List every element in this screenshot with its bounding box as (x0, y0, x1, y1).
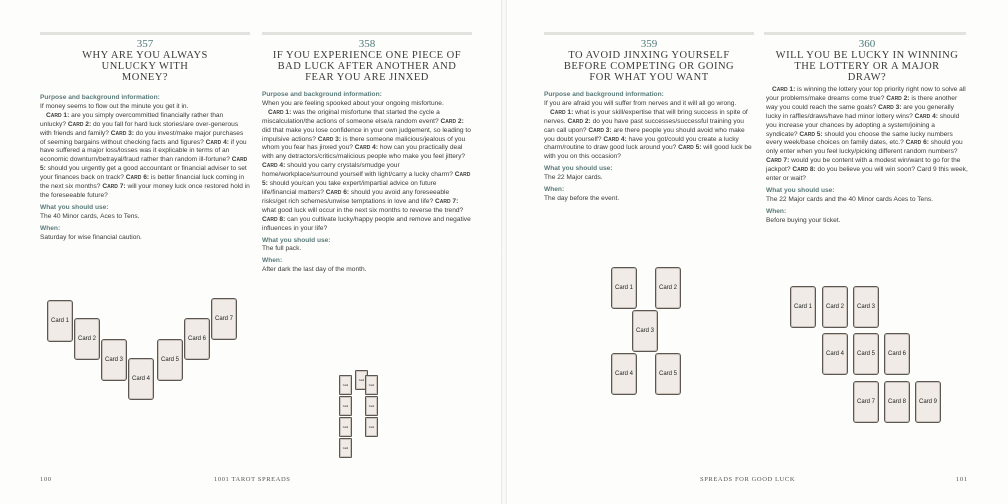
tarot-card-small: Card (365, 375, 378, 395)
card-key: Card 1: (772, 86, 796, 93)
tarot-card-small: Card (339, 396, 352, 416)
purpose-text: If money seems to flow out the minute you get it in. (40, 102, 189, 110)
card-key: Card 5: (799, 130, 823, 138)
tarot-card: Card 3 (853, 286, 879, 328)
card-key: Card 3: (588, 126, 612, 134)
section-heading: Purpose and background information: (262, 91, 382, 98)
card-key: Card 2: (67, 120, 92, 128)
spread-title: TO AVOID JINXING YOURSELF BEFORE COMPETING OR GOING FOR WHAT YOU WANT (563, 50, 735, 83)
section-heading: Purpose and background information: (544, 91, 664, 98)
card-key: Card 3: (110, 129, 135, 137)
tarot-card: Card 6 (884, 333, 910, 375)
card-text: is there someone malicious/jealous of you whom you fear has jinxed you? (262, 135, 466, 152)
spread-360 (766, 30, 968, 226)
use-text: The 22 Major cards. (544, 174, 603, 182)
card-text: do you have past successes/successful training you can call upon? (544, 117, 744, 134)
cards-paragraph (40, 112, 250, 201)
cards-paragraph (766, 86, 968, 184)
card-text: should you choose the same lucky numbers every week/base choices on family dates, etc.? (766, 130, 953, 147)
spread-359 (544, 30, 754, 204)
spread-title: WHY ARE YOU ALWAYS UNLUCKY WITH MONEY? (82, 50, 208, 83)
cards-paragraph (262, 109, 472, 234)
tarot-card: Card 3 (632, 310, 658, 352)
card-key: Card 6: (125, 174, 150, 182)
card-key: Card 6: (905, 139, 929, 147)
card-key: Card 2: (440, 117, 464, 125)
section-heading: What you should use: (262, 236, 331, 244)
spread-number: 358 (358, 38, 376, 50)
section-heading: Purpose and background information: (40, 94, 160, 101)
use-text: The 22 Major cards and the 40 Minor cards Aces to Tens. (766, 195, 934, 203)
card-key: Card 3: (878, 103, 902, 111)
card-key: Card 8: (792, 166, 816, 174)
section-heading: What you should use: (766, 186, 835, 194)
page-number-right: 101 (956, 476, 968, 483)
use-text: The 40 Minor cards, Aces to Tens. (40, 212, 140, 220)
card-key: Card 6: (325, 188, 350, 196)
use-text: The full pack. (262, 245, 302, 253)
spread-number: 360 (858, 38, 876, 50)
tarot-card: Card 3 (101, 339, 127, 381)
card-text: will good luck be with you on this occasion? (544, 144, 752, 161)
page-number-left: 100 (40, 476, 52, 483)
when-text: Saturday for wise financial caution. (40, 233, 142, 241)
when-text: Before buying your ticket. (766, 216, 841, 224)
purpose-text: When you are feeling spooked about your ongoing misfortune. (262, 99, 444, 107)
card-text: would you be content with a modest win/want to go for the jackpot? (766, 157, 961, 174)
tarot-card: Card 7 (211, 298, 237, 340)
spread-number: 359 (640, 38, 658, 50)
card-key: Card 7: (766, 157, 790, 165)
section-heading: What you should use: (544, 165, 613, 173)
card-text: if you have suffered a major loss/losses was it explicable in terms of an economic downturn/betrayal/fraud rather than random ill-fortune? (40, 138, 247, 164)
card-key: Card 4: (205, 138, 229, 146)
card-text: should you only enter when you feel lucky/picking different random numbers? (766, 139, 963, 156)
card-text: what is your skill/expertise that will bring success in spite of nerves. (544, 108, 748, 125)
tarot-card: Card 2 (655, 267, 681, 309)
card-key: Card 1: (46, 111, 70, 119)
book-gutter (501, 0, 507, 504)
card-text: should you carry crystals/smudge your home/workplace/surround yourself with light/carry a lucky charm? (262, 162, 455, 179)
card-text: are you generally lucky in raffles/draws/have had minor lottery wins? (766, 103, 954, 120)
card-key: Card 2: (886, 94, 910, 102)
card-key: Card 2: (567, 117, 591, 125)
tarot-card: Card 1 (790, 286, 816, 328)
tarot-card: Card 4 (128, 358, 154, 400)
purpose-text: If you are afraid you will suffer from nerves and it will all go wrong. (544, 99, 737, 107)
card-text: is better financial luck coming in the next six months? (40, 174, 244, 191)
tarot-card: Card 2 (822, 286, 848, 328)
tarot-card: Card 5 (655, 353, 681, 395)
card-key: Card 5: (262, 171, 471, 188)
card-key: Card 1: (268, 108, 292, 116)
tarot-card: Card 7 (853, 381, 879, 423)
running-title-right: SPREADS FOR GOOD LUCK (700, 476, 796, 483)
card-text: was the original misfortune that started the cycle a miscalculation/the actions of someone else/a random event? (262, 108, 441, 125)
card-text: do you believe you will win soon? Card 9 this week, enter or wait? (766, 166, 968, 183)
card-text: are there people you should avoid who make you doubt yourself? (544, 126, 745, 143)
tarot-card: Card 6 (184, 318, 210, 360)
spread-358 (262, 30, 472, 275)
spread-number: 357 (136, 38, 154, 50)
section-heading: What you should use: (40, 203, 109, 211)
when-text: After dark the last day of the month. (262, 266, 367, 274)
cards-paragraph (544, 109, 754, 162)
running-title-left: 1001 TAROT SPREADS (214, 476, 291, 483)
card-text: do you fall for hard luck stories/are over-generous with friends and family? (40, 120, 239, 137)
card-text: should you/can you take expert/impartial advice on future life/financial matters? (262, 180, 437, 196)
card-text: should you urgently get a good accountant or financial adviser to set your finances back on track? (40, 165, 247, 182)
tarot-card-small: Card (339, 375, 352, 395)
tarot-card: Card 1 (47, 300, 73, 342)
tarot-card-small: Card (339, 438, 352, 458)
card-text: how can you practically deal with any detractors/critics/malicious people who make you feel jittery? (262, 144, 466, 161)
tarot-card-small: Card (355, 370, 368, 390)
card-text: is winning the lottery your top priority right now to solve all your problems/make dreams come true? (766, 86, 966, 102)
spread-357 (40, 30, 250, 243)
tarot-card: Card 4 (611, 353, 637, 395)
card-key: Card 3: (317, 135, 342, 143)
card-text: have you got/could you create a lucky charm/routine to draw good luck around you? (544, 135, 739, 152)
card-key: Card 4: (262, 162, 286, 170)
card-text: can you cultivate lucky/happy people and remove and negative influences in your life? (262, 215, 471, 232)
card-text: are you simply overcommitted financially rather than unlucky? (40, 111, 224, 128)
tarot-card-small: Card (365, 396, 378, 416)
card-key: Card 4: (603, 135, 627, 143)
section-heading: When: (40, 224, 61, 232)
section-heading: When: (766, 207, 787, 215)
card-key: Card 4: (914, 112, 938, 120)
spread-title: WILL YOU BE LUCKY IN WINNING THE LOTTERY OR A MAJOR DRAW? (775, 50, 959, 83)
card-text: what good luck will occur in the next six months to reverse the trend? (262, 206, 464, 214)
tarot-card: Card 5 (853, 333, 879, 375)
card-text: should you avoid any foreseeable risks/get rich schemes/unwise temptations in love and life? (262, 188, 450, 205)
tarot-card: Card 8 (884, 381, 910, 423)
card-key: Card 4: (354, 144, 379, 152)
tarot-card-small: Card (339, 417, 352, 437)
card-key: Card 7: (434, 197, 459, 205)
tarot-card: Card 4 (822, 333, 848, 375)
card-text: will your money luck once restored hold in the foreseeable future? (40, 183, 250, 199)
tarot-card: Card 9 (915, 381, 941, 423)
card-key: Card 5: (678, 144, 702, 152)
spread-title: IF YOU EXPERIENCE ONE PIECE OF BAD LUCK AFTER ANOTHER AND FEAR YOU ARE JINXED (272, 50, 462, 83)
card-key: Card 8: (262, 215, 286, 223)
card-text: do you invest/make major purchases of seeming bargains without checking facts and figures? (40, 129, 244, 146)
card-key: Card 5: (40, 156, 248, 173)
tarot-card: Card 2 (74, 318, 100, 360)
card-key: Card 1: (550, 108, 574, 116)
section-heading: When: (262, 257, 283, 265)
card-key: Card 7: (102, 183, 126, 191)
tarot-card: Card 1 (611, 267, 637, 309)
tarot-card: Card 5 (157, 339, 183, 381)
card-text: did that make you lose confidence in your own judgement, so leading to impulsive actions? (262, 126, 471, 143)
tarot-card-small: Card (365, 417, 378, 437)
when-text: The day before the event. (544, 194, 620, 202)
card-text: should you increase your chances by adopting a system/joining a syndicate? (766, 112, 960, 138)
card-text: is there another way you could reach the same goals? (766, 94, 958, 111)
section-heading: When: (544, 186, 565, 194)
